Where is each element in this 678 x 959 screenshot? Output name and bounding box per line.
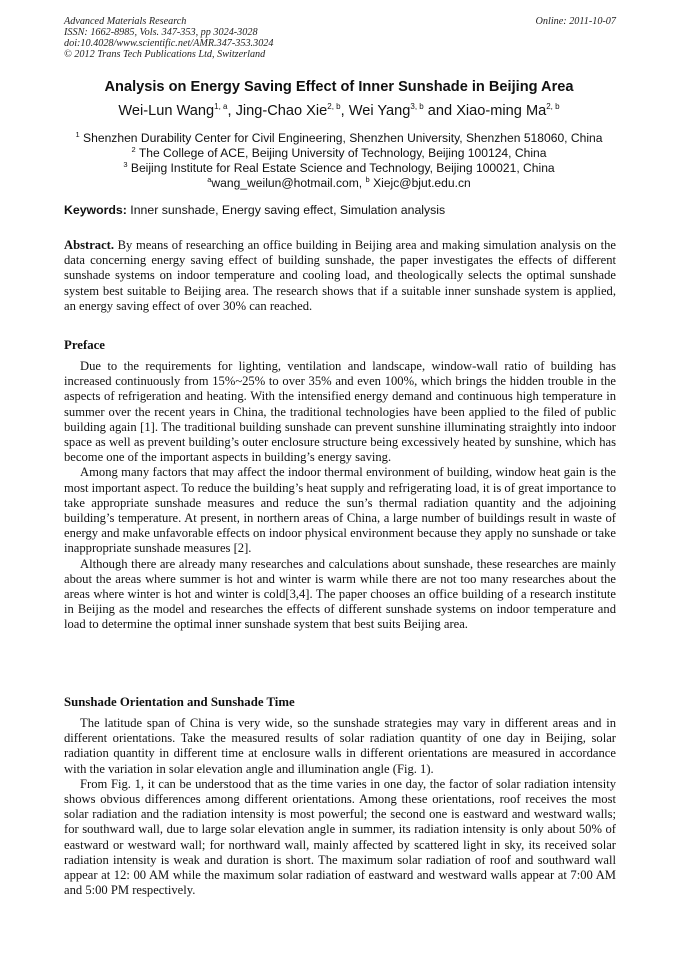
copyright-line: © 2012 Trans Tech Publications Ltd, Switzerland xyxy=(64,49,266,60)
author-name: Wei-Lun Wang xyxy=(118,103,215,119)
doi-line: doi:10.4028/www.scientific.net/AMR.347-353.3024 xyxy=(64,38,274,49)
keywords-label: Keywords: xyxy=(64,203,127,217)
author-sup: 2, b xyxy=(546,102,560,112)
abstract-label: Abstract. xyxy=(64,238,115,252)
affiliation-line: $^1$ Shenzhen Durability Center for Civil Engineering, Shenzhen University, Shenzhen 518060, China xyxy=(75,129,603,145)
paragraph: Although there are already many researches and calculations about sunshade, these researches are mainly about the areas where summer is hot and winter is warm while there are not too many researches about the areas where winter is hot and winter is cold[3,4]. The paper chooses an office building of a research institute in Beijing as the model and researches the effects of different sunshade systems on indoor temperature and load to determine the optimal inner sunshade system that best suits Beijing area. xyxy=(64,556,616,632)
author-sup: 3, b xyxy=(410,102,424,112)
journal-name: Advanced Materials Research xyxy=(64,16,187,27)
section-orientation xyxy=(64,716,616,898)
section-heading-preface: Preface xyxy=(64,338,105,352)
issn-line: ISSN: 1662-8985, Vols. 347-353, pp 3024-3028 xyxy=(64,27,258,38)
journal-header xyxy=(64,16,616,60)
affiliation-line: $^3$ Beijing Institute for Real Estate Science and Technology, Beijing 100021, China xyxy=(123,159,555,175)
paper-title: Analysis on Energy Saving Effect of Inner Sunshade in Beijing Area xyxy=(104,79,574,95)
affiliation-line: $^2$ The College of ACE, Beijing University of Technology, Beijing 100124, China xyxy=(131,144,547,160)
affiliations xyxy=(0,131,678,191)
email-a[interactable]: wang_weilun@hotmail.com, xyxy=(211,176,366,190)
email-b[interactable]: Xiejc@bjut.edu.cn xyxy=(373,176,471,190)
author-name: Xiao-ming Ma xyxy=(456,103,547,119)
author-sup: 1, a xyxy=(214,102,228,112)
online-date: Online: 2011-10-07 xyxy=(535,16,616,27)
author-list: Wei-Lun Wang$^{1, a}$, Jing-Chao Xie$^{2, b}$, Wei Yang$^{3, b}$ and Xiao-ming Ma$^{2, b}$ xyxy=(118,102,560,119)
keywords xyxy=(64,203,616,217)
paragraph: The latitude span of China is very wide, so the sunshade strategies may vary in different areas and in different orientations. Take the measured results of solar radiation quantity of one day in Beijing, solar radiation quantity in different time at enclosure walls in different orientations are measured in accordance with the variation in solar elevation angle and illumination angle (Fig. 1). xyxy=(64,716,616,776)
paragraph: From Fig. 1, it can be understood that as the time varies in one day, the factor of solar radiation intensity shows obvious differences among different orientations. Among these orientations, roof receives the most solar radiation and the radiation intensity is most powerful; the second one is eastward and westward walls; for southward wall, due to large solar elevation angle in summer, its radiation intensity is only about 50% of eastward or westward wall; for northward wall, mainly affected by scattered light in sky, its received solar radiation intensity is weak and duration is short. The maximum solar radiation of roof and southward wall appear at 12: 00 AM while the maximum solar radiation of eastward and westward walls appear at 7:00 AM and 5:00 PM respectively. xyxy=(64,776,616,898)
author-sup: 2, b xyxy=(327,102,341,112)
section-heading-orientation: Sunshade Orientation and Sunshade Time xyxy=(64,695,295,709)
author-name: Jing-Chao Xie xyxy=(235,103,328,119)
paragraph: Due to the requirements for lighting, ventilation and landscape, window-wall ratio of building has increased continuously from 15%~25% to over 35% and even 100%, which brings the hidden trouble in the aspects of refrigeration and heating. With the intensified energy demand and continuous high temperature in summer over the recent years in China, the traditional technologies have been applied to the filed of public building again [1]. The traditional building sunshade can prevent sunshine illuminating straightly into indoor space as well as prevent building’s outer enclosure structure being excessively heated by sunshine, which has become one of the important aspects in building’s energy saving. xyxy=(64,359,616,465)
email-line: $^a$wang_weilun@hotmail.com, $^b$ Xiejc@bjut.edu.cn xyxy=(207,174,471,190)
paragraph: Among many factors that may affect the indoor thermal environment of building, window heat gain is the most important aspect. To reduce the building’s heat supply and refrigerating load, it is of great importance to take appropriate sunshade measures and reduce the sun’s thermal radiation quantity and the adjoining building’s temperature. At present, in northern areas of China, a large number of buildings result in waste of energy and make unfavorable effects on indoor physical environment because they apply no sunshade or take inappropriate sunshade measures [2]. xyxy=(64,465,616,556)
abstract-text: By means of researching an office building in Beijing area and making simulation analysis on the data concerning energy saving effect of building sunshade, the paper investigates the effects of different sunshade systems on indoor temperature and cooling load, and theologically selects the optimal sunshade system best suitable to Beijing area. The research shows that if a suitable inner sunshade system is applied, an energy saving effect of over 30% can reached. xyxy=(64,238,616,313)
keywords-text: Inner sunshade, Energy saving effect, Simulation analysis xyxy=(130,203,446,217)
abstract xyxy=(64,238,616,314)
author-name: Wei Yang xyxy=(348,103,411,119)
section-preface xyxy=(64,359,616,633)
